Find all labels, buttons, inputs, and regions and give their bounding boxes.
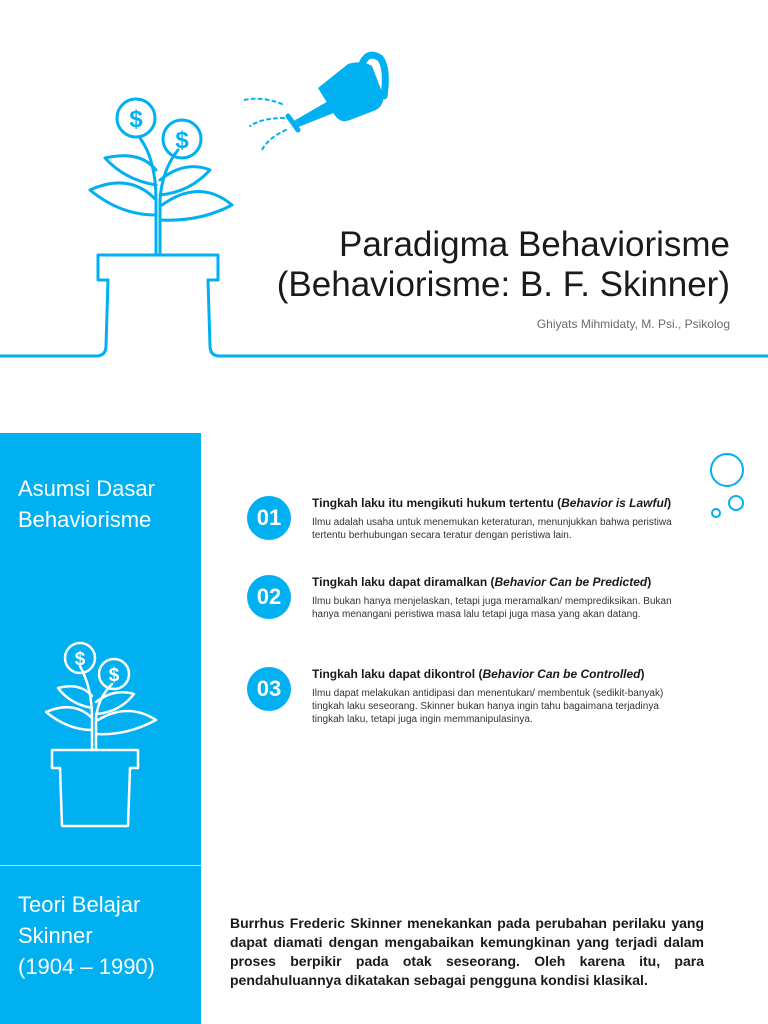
item-heading: Tingkah laku dapat diramalkan (Behavior Can be Predicted) <box>312 575 652 589</box>
watering-can-icon <box>244 55 385 150</box>
money-plant-icon <box>40 638 170 838</box>
skinner-paragraph: Burrhus Frederic Skinner menekankan pada perubahan perilaku yang dapat diamati dengan mengabaikan kemungkinan yang terjadi dalam proses berpikir pada otak seseorang. Oleh karena itu, para pendahuluannya dikatakan sebagai pengguna kondisi klasikal. <box>230 915 704 988</box>
item-description: Ilmu dapat melakukan antidipasi dan menentukan/ membentuk (sedikit-banyak) tingkah laku seseorang. Skinner bukan hanya ingin tahu bagaimana terjadinya tingkah laku, tetapi juga ingin memmanipulasinya. <box>312 688 664 725</box>
teori-line-3: (1904 – 1990) <box>18 954 155 979</box>
item-heading: Tingkah laku dapat dikontrol (Behavior Can be Controlled) <box>312 667 645 681</box>
item-description: Ilmu bukan hanya menjelaskan, tetapi juga meramalkan/ memprediksikan. Bukan hanya menangani peristiwa masa lalu tetapi juga masa yang akan datang. <box>312 596 672 620</box>
title-slide <box>0 0 768 400</box>
money-plant-icon <box>0 0 768 400</box>
number-badge: 03 <box>247 667 291 711</box>
item-heading: Tingkah laku itu mengikuti hukum tertentu (Behavior is Lawful) <box>312 496 672 510</box>
item-description: Ilmu adalah usaha untuk menemukan keteraturan, menunjukkan bahwa peristiwa tertentu berhubungan secara teratur dengan peristiwa lain. <box>312 517 672 541</box>
number-badge: 01 <box>247 496 291 540</box>
teori-line-2: Skinner <box>18 923 93 948</box>
title-line-2: (Behaviorisme: B. F. Skinner) <box>276 265 730 304</box>
left-panel <box>0 433 201 1024</box>
teori-line-1: Teori Belajar <box>18 892 141 917</box>
panel-heading-asumsi: Asumsi Dasar Behaviorisme <box>18 476 155 532</box>
dollar-coin-icon: $ <box>175 127 189 154</box>
panel-divider <box>0 865 201 866</box>
page-title <box>170 225 730 305</box>
bubble-icon <box>700 452 750 522</box>
title-line-1: Paradigma Behaviorisme <box>338 225 730 264</box>
dollar-coin-icon: $ <box>108 665 120 686</box>
dollar-coin-icon: $ <box>129 106 143 133</box>
dollar-coin-icon: $ <box>74 649 86 670</box>
number-badge: 02 <box>247 575 291 619</box>
author-line: Ghiyats Mihmidaty, M. Psi., Psikolog <box>536 317 730 331</box>
panel-heading-teori <box>18 889 198 982</box>
